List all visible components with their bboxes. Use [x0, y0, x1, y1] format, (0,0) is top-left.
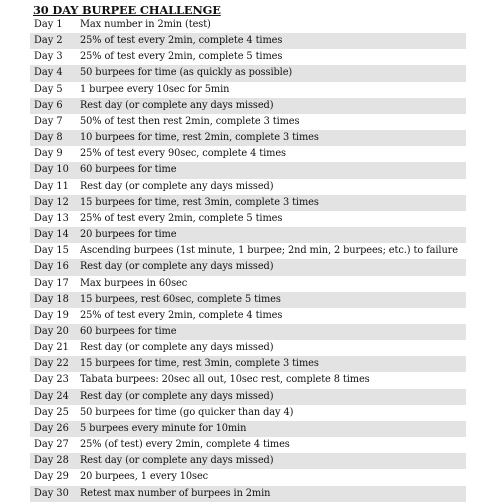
activity-description: Rest day (or complete any days missed)	[80, 180, 274, 192]
day-label: Day 26	[30, 421, 80, 437]
day-label: Day 7	[34, 115, 63, 127]
table-row	[30, 146, 466, 162]
activity-description: Max burpees in 60sec	[80, 277, 188, 289]
activity-description: Retest max number of burpees in 2min	[80, 486, 466, 502]
table-row	[30, 211, 466, 227]
table-row	[30, 243, 466, 259]
day-label: Day 12	[30, 195, 80, 211]
day-label: Day 24	[30, 389, 80, 405]
activity-description: Tabata burpees: 20sec all out, 10sec rest, complete 8 times	[80, 374, 370, 386]
activity-description: Ascending burpees (1st minute, 1 burpee; 2nd min, 2 burpees; etc.) to failure	[80, 245, 458, 257]
activity-description: 5 burpees every minute for 10min	[80, 421, 466, 437]
day-label: Day 4	[30, 65, 80, 81]
table-row	[30, 421, 466, 437]
activity-description: 25% (of test) every 2min, complete 4 times	[80, 439, 290, 451]
activity-description: Rest day (or complete any days missed)	[80, 389, 466, 405]
table-row	[30, 65, 466, 81]
activity-description: 25% of test every 2min, complete 4 times	[80, 33, 466, 49]
activity-description: 50 burpees for time (go quicker than day 4)	[80, 406, 294, 418]
table-row	[30, 114, 466, 130]
day-label: Day 6	[30, 98, 80, 114]
table-row	[30, 82, 466, 98]
table-row	[30, 195, 466, 211]
table-row	[30, 98, 466, 114]
challenge-table	[30, 17, 466, 502]
table-row	[30, 469, 466, 485]
day-label: Day 5	[34, 83, 63, 95]
table-row	[30, 130, 466, 146]
activity-description: 25% of test every 90sec, complete 4 times	[80, 148, 286, 160]
day-label: Day 8	[30, 130, 80, 146]
table-row	[30, 486, 466, 502]
day-label: Day 11	[34, 180, 69, 192]
activity-description: 15 burpees for time, rest 3min, complete 3 times	[80, 195, 466, 211]
table-row	[30, 227, 466, 243]
day-label: Day 20	[30, 324, 80, 340]
table-row	[30, 276, 466, 292]
table-row	[30, 356, 466, 372]
table-row	[30, 405, 466, 421]
activity-description: 15 burpees, rest 60sec, complete 5 times	[80, 292, 466, 308]
day-label: Day 9	[34, 148, 63, 160]
activity-description: Rest day (or complete any days missed)	[80, 98, 466, 114]
activity-description: Rest day (or complete any days missed)	[80, 342, 274, 354]
activity-description: 25% of test every 2min, complete 5 times	[80, 212, 283, 224]
day-label: Day 2	[30, 33, 80, 49]
table-row	[30, 324, 466, 340]
day-label: Day 14	[30, 227, 80, 243]
day-label: Day 30	[30, 486, 80, 502]
table-row	[30, 372, 466, 388]
activity-description: Max number in 2min (test)	[80, 19, 211, 30]
table-row	[30, 17, 466, 33]
table-row	[30, 308, 466, 324]
activity-description: 20 burpees, 1 every 10sec	[80, 471, 209, 483]
activity-description: 60 burpees for time	[80, 324, 466, 340]
table-row	[30, 437, 466, 453]
activity-description: 10 burpees for time, rest 2min, complete 3 times	[80, 130, 466, 146]
day-label: Day 19	[34, 309, 69, 321]
activity-description: Rest day (or complete any days missed)	[80, 453, 466, 469]
activity-description: 50 burpees for time (as quickly as possible)	[80, 65, 466, 81]
table-row	[30, 259, 466, 275]
table-row	[30, 389, 466, 405]
activity-description: Rest day (or complete any days missed)	[80, 259, 466, 275]
activity-description: 25% of test every 2min, complete 5 times	[80, 51, 283, 63]
day-label: Day 16	[30, 259, 80, 275]
activity-description: 20 burpees for time	[80, 227, 466, 243]
activity-description: 1 burpee every 10sec for 5min	[80, 83, 230, 95]
table-row	[30, 453, 466, 469]
day-label: Day 10	[30, 162, 80, 178]
activity-description: 50% of test then rest 2min, complete 3 times	[80, 115, 300, 127]
day-label: Day 22	[30, 356, 80, 372]
challenge-table-body	[30, 17, 466, 502]
activity-description: 15 burpees for time, rest 3min, complete 3 times	[80, 356, 466, 372]
day-label: Day 18	[30, 292, 80, 308]
table-row	[30, 340, 466, 356]
day-label: Day 3	[34, 51, 63, 63]
table-row	[30, 292, 466, 308]
activity-description: 25% of test every 2min, complete 4 times	[80, 309, 283, 321]
day-label: Day 1	[34, 19, 63, 30]
day-label: Day 15	[34, 245, 69, 257]
table-row	[30, 162, 466, 178]
activity-description: 60 burpees for time	[80, 162, 466, 178]
day-label: Day 23	[34, 374, 69, 386]
day-label: Day 17	[34, 277, 69, 289]
page-title: 30 DAY BURPEE CHALLENGE	[33, 3, 221, 17]
table-row	[30, 33, 466, 49]
table-row	[30, 49, 466, 65]
day-label: Day 25	[34, 406, 69, 418]
day-label: Day 13	[34, 212, 69, 224]
day-label: Day 28	[30, 453, 80, 469]
day-label: Day 27	[34, 439, 69, 451]
day-label: Day 29	[34, 471, 69, 483]
day-label: Day 21	[34, 342, 69, 354]
table-row	[30, 179, 466, 195]
